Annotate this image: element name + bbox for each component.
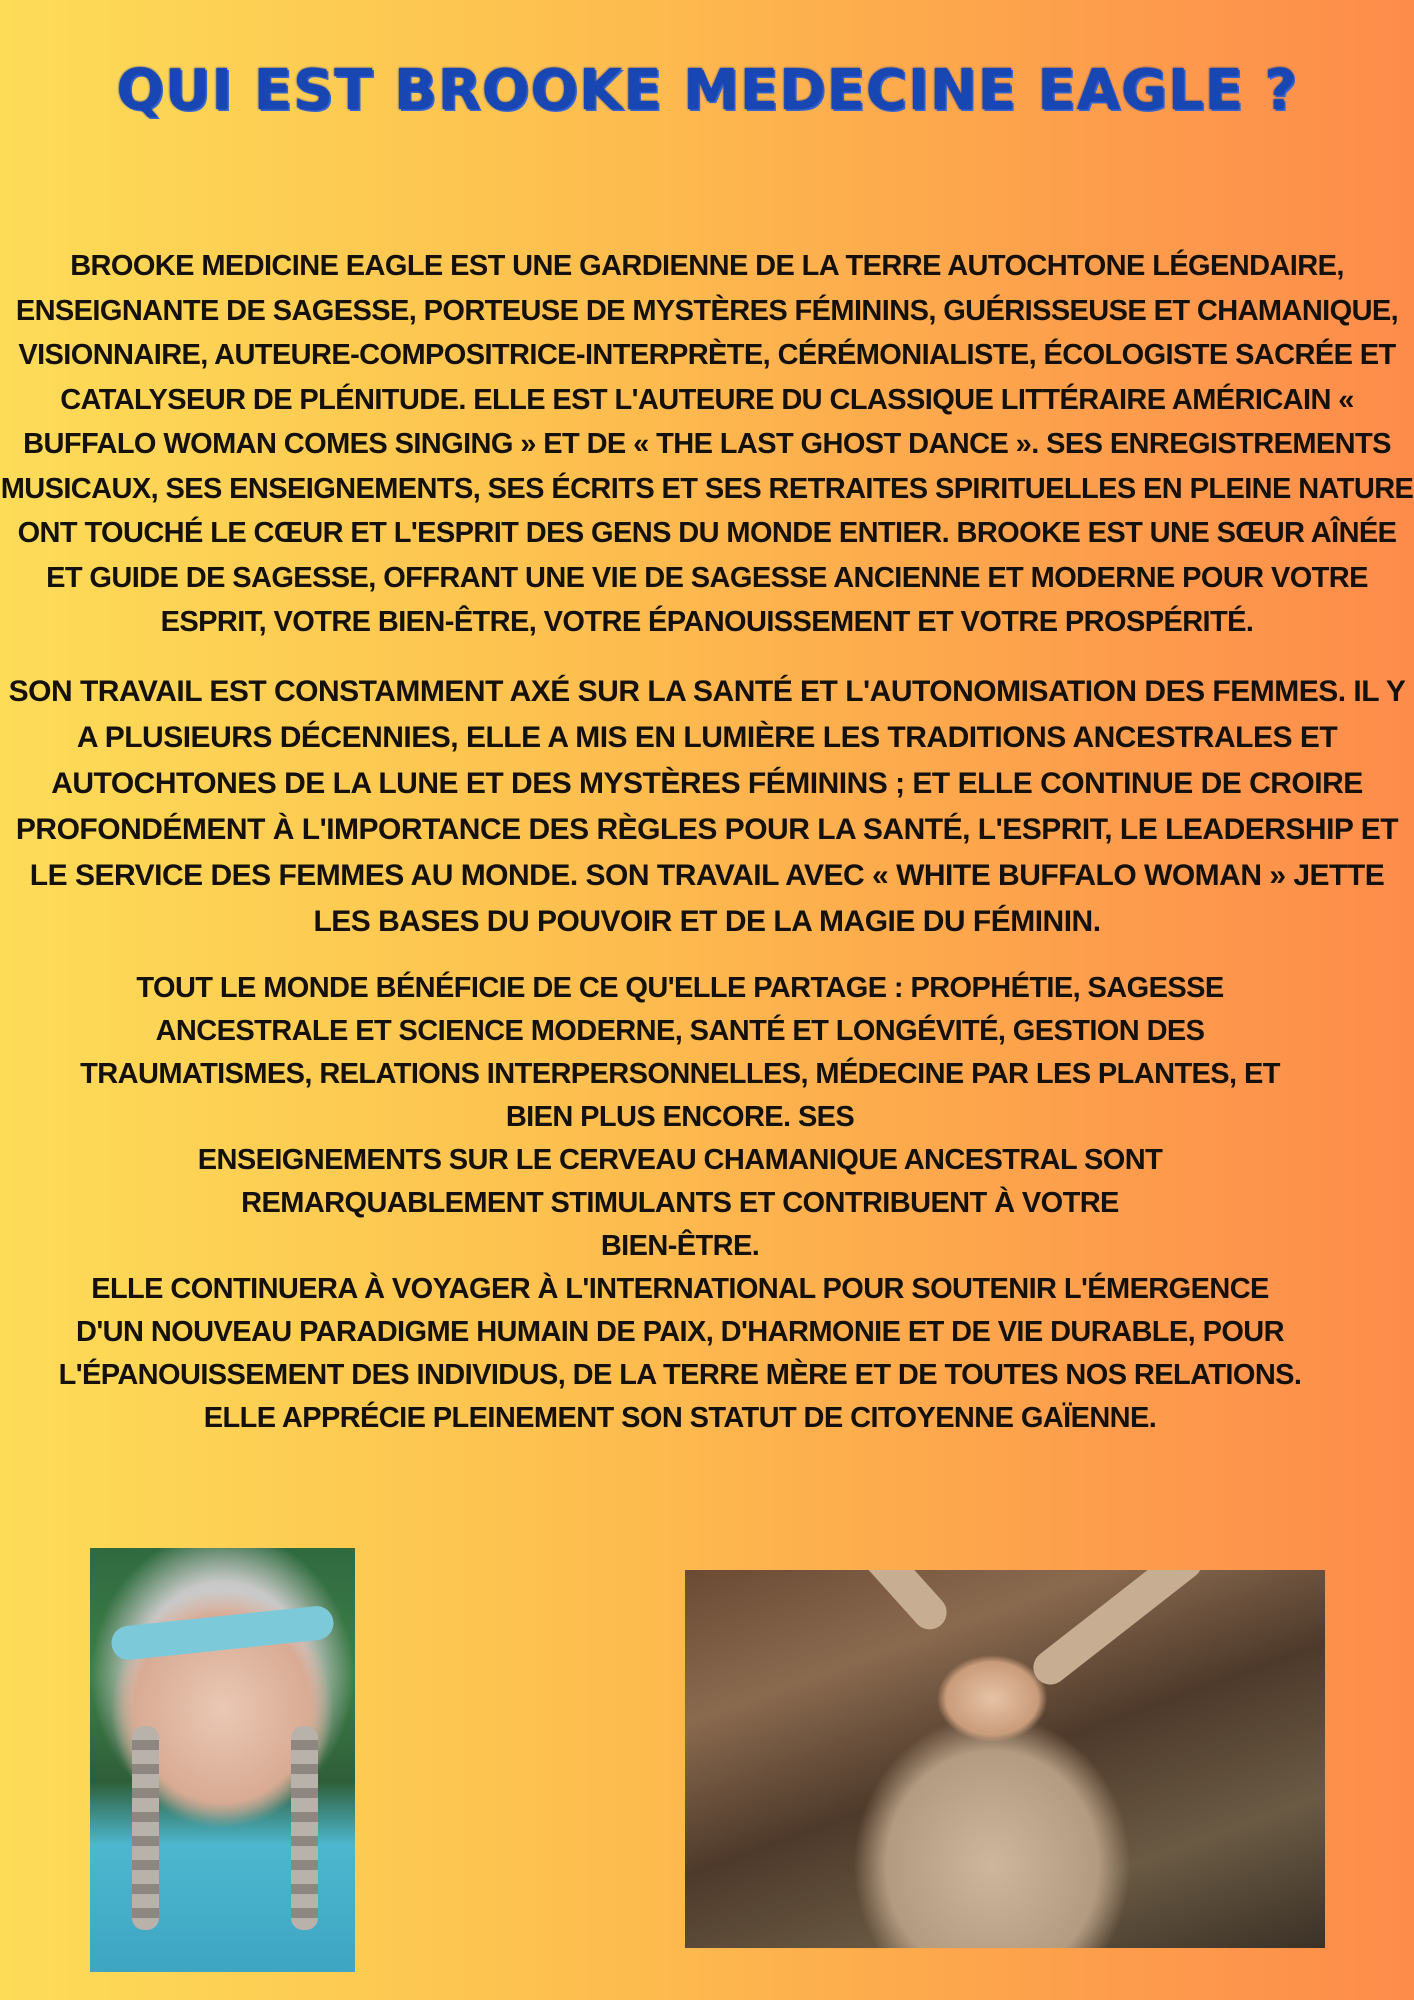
right-braid-shape [291,1726,318,1930]
teachings-line: D'UN NOUVEAU PARADIGME HUMAIN DE PAIX, D'HARMONIE ET DE VIE DURABLE, POUR [76,1315,1284,1348]
teachings-line: BIEN PLUS ENCORE. SES [505,1100,855,1133]
raised-left-arm-shape [800,1570,954,1636]
biography-text [0,244,1414,1440]
left-braid-shape [132,1726,159,1930]
teachings-line: ENSEIGNEMENTS SUR LE CERVEAU CHAMANIQUE ANCESTRAL SONT [197,1143,1163,1176]
paragraph-teachings [0,967,1360,1440]
raised-right-arm-shape [1027,1570,1209,1691]
page-title: QUI EST BROOKE MEDECINE EAGLE ? [116,58,1298,123]
headband-shape [110,1604,335,1661]
paragraph-womens-work: SON TRAVAIL EST CONSTAMMENT AXÉ SUR LA SANTÉ ET L'AUTONOMISATION DES FEMMES. IL Y A PLUSIEURS DÉCENNIES, ELLE A MIS EN LUMIÈRE LES TRADITIONS ANCESTRALES ET AUTOCHTONES DE LA LUNE ET DES MYSTÈRES FÉMININS ; ET ELLE CONTINUE DE CROIRE PROFONDÉMENT À L'IMPORTANCE DES RÈGLES POUR LA SANTÉ, L'ESPRIT, LE LEADERSHIP ET LE SERVICE DES FEMMES AU MONDE. SON TRAVAIL AVEC « WHITE BUFFALO WOMAN » JETTE LES BASES DU POUVOIR ET DE LA MAGIE DU FÉMININ. [8,674,1406,938]
teachings-line: ELLE APPRÉCIE PLEINEMENT SON STATUT DE CITOYENNE GAÏENNE. [203,1401,1157,1434]
teachings-line: TOUT LE MONDE BÉNÉFICIE DE CE QU'ELLE PARTAGE : PROPHÉTIE, SAGESSE [136,971,1224,1004]
paragraph-intro: BROOKE MEDICINE EAGLE EST UNE GARDIENNE DE LA TERRE AUTOCHTONE LÉGENDAIRE, ENSEIGNANTE DE SAGESSE, PORTEUSE DE MYSTÈRES FÉMININS, GUÉRISSEUSE ET CHAMANIQUE, VISIONNAIRE, AUTEURE-COMPOSITRICE-INTERPRÈTE, CÉRÉMONIALISTE, ÉCOLOGISTE SACRÉE ET CATALYSEUR DE PLÉNITUDE. ELLE EST L'AUTEURE DU CLASSIQUE LITTÉRAIRE AMÉRICAIN « BUFFALO WOMAN COMES SINGING » ET DE « THE LAST GHOST DANCE ». SES ENREGISTREMENTS MUSICAUX, SES ENSEIGNEMENTS, SES ÉCRITS ET SES RETRAITES SPIRITUELLES EN PLEINE NATURE ONT TOUCHÉ LE CŒUR ET L'ESPRIT DES GENS DU MONDE ENTIER. BROOKE EST UNE SŒUR AÎNÉE ET GUIDE DE SAGESSE, OFFRANT UNE VIE DE SAGESSE ANCIENNE ET MODERNE POUR VOTRE ESPRIT, VOTRE BIEN-ÊTRE, VOTRE ÉPANOUISSEMENT ET VOTRE PROSPÉRITÉ. [0,250,1414,638]
ceremony-photo [685,1570,1325,1948]
portrait-photo [90,1548,355,1972]
teachings-line: ELLE CONTINUERA À VOYAGER À L'INTERNATIONAL POUR SOUTENIR L'ÉMERGENCE [91,1272,1269,1305]
teachings-line: ANCESTRALE ET SCIENCE MODERNE, SANTÉ ET LONGÉVITÉ, GESTION DES [155,1014,1205,1047]
teachings-line: L'ÉPANOUISSEMENT DES INDIVIDUS, DE LA TERRE MÈRE ET DE TOUTES NOS RELATIONS. [58,1358,1302,1391]
teachings-line: TRAUMATISMES, RELATIONS INTERPERSONNELLES, MÉDECINE PAR LES PLANTES, ET [80,1057,1280,1090]
teachings-line: BIEN-ÊTRE. [600,1229,760,1262]
teachings-line: REMARQUABLEMENT STIMULANTS ET CONTRIBUENT À VOTRE [241,1186,1119,1219]
